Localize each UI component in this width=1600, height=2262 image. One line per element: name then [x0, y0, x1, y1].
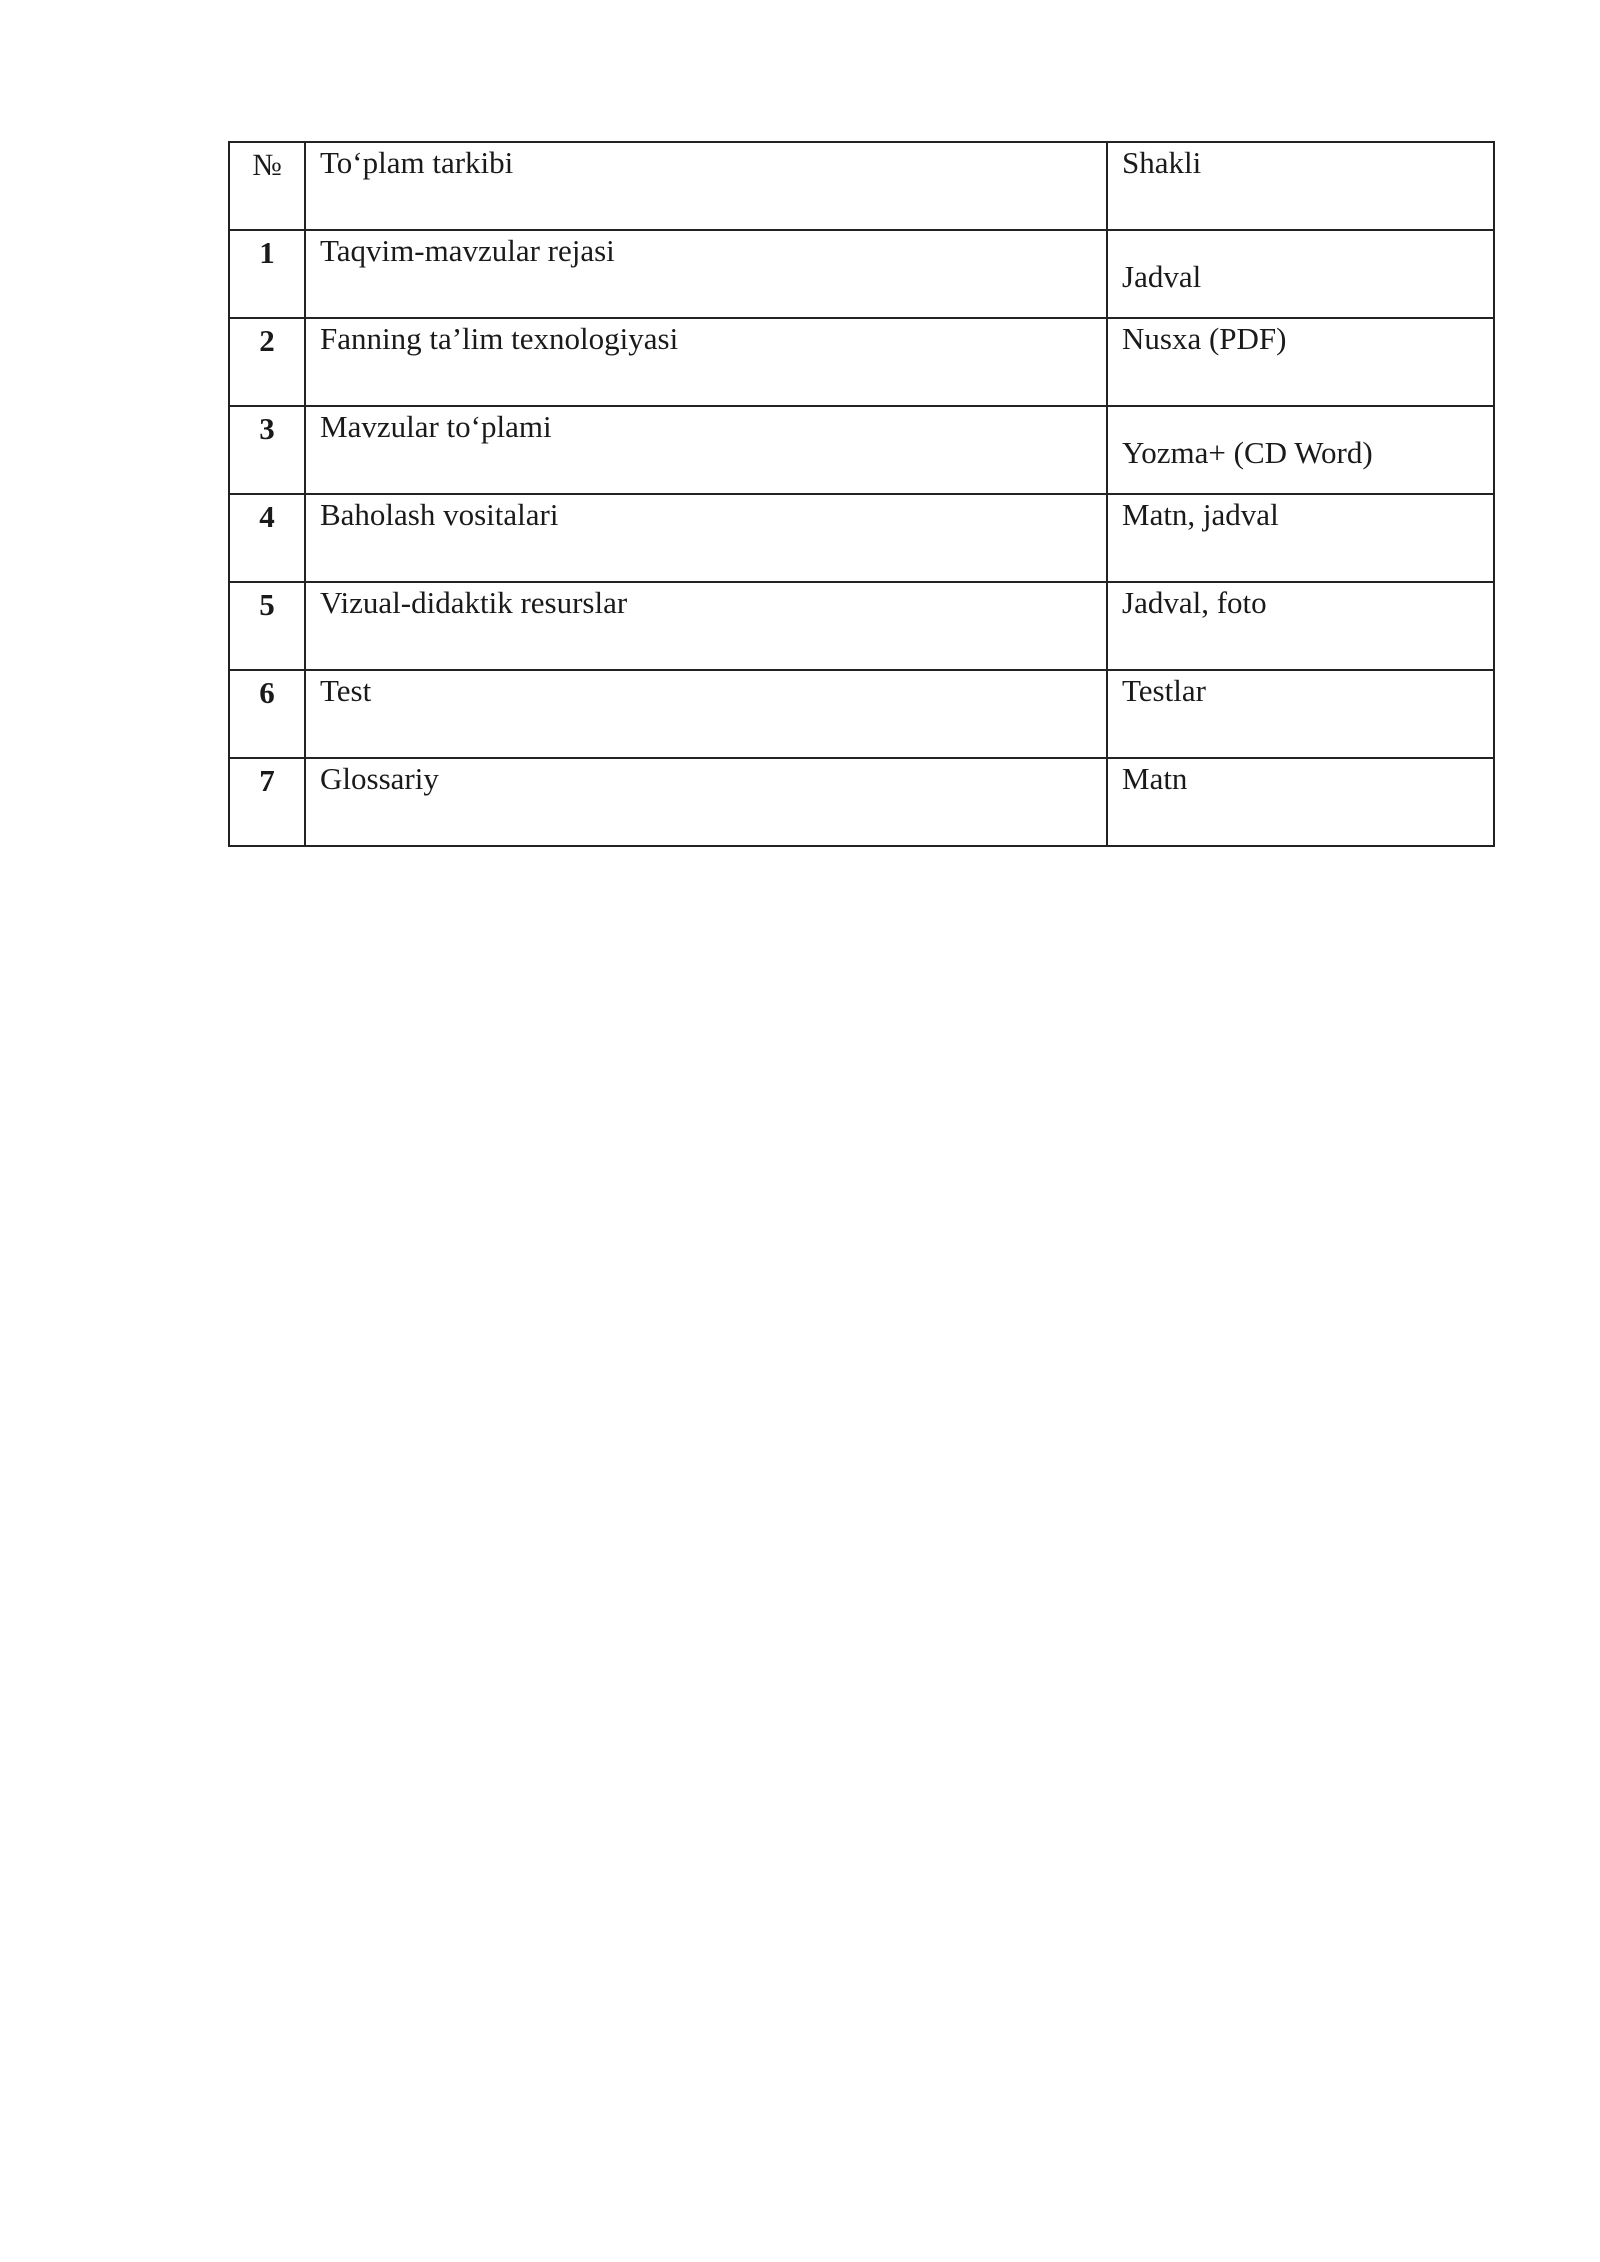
row-form: Matn, jadval [1122, 497, 1279, 532]
row-number-cell [229, 670, 305, 758]
table-header-row [229, 142, 1494, 230]
row-content: Vizual-didaktik resurslar [320, 585, 628, 620]
row-number-cell [229, 230, 305, 318]
row-number: 5 [259, 587, 275, 622]
row-form-cell [1107, 406, 1494, 494]
row-number-cell [229, 582, 305, 670]
row-number-cell [229, 494, 305, 582]
row-form: Matn [1122, 761, 1188, 796]
row-number: 6 [259, 675, 275, 710]
row-form-cell [1107, 758, 1494, 846]
row-content: Baholash vositalari [320, 497, 559, 532]
row-content-cell [305, 318, 1107, 406]
row-form-cell [1107, 230, 1494, 318]
header-number: № [252, 147, 282, 182]
table-row [229, 494, 1494, 582]
row-number: 2 [259, 323, 275, 358]
row-content: Mavzular to‘plami [320, 409, 552, 444]
table-row [229, 318, 1494, 406]
row-number: 7 [259, 763, 275, 798]
row-content-cell [305, 582, 1107, 670]
collection-table [228, 141, 1495, 847]
row-number-cell [229, 406, 305, 494]
row-form: Jadval [1122, 259, 1202, 294]
row-form-cell [1107, 494, 1494, 582]
row-content: Taqvim-mavzular rejasi [320, 233, 615, 268]
table-row [229, 406, 1494, 494]
table-row [229, 758, 1494, 846]
row-number-cell [229, 318, 305, 406]
row-form-cell [1107, 670, 1494, 758]
row-form: Jadval, foto [1122, 585, 1267, 620]
row-number-cell [229, 758, 305, 846]
header-content-cell [305, 142, 1107, 230]
row-form: Nusxa (PDF) [1122, 321, 1287, 356]
row-content: Fanning ta’lim texnologiyasi [320, 321, 679, 356]
row-content-cell [305, 230, 1107, 318]
row-content-cell [305, 494, 1107, 582]
table-row [229, 582, 1494, 670]
row-number: 4 [259, 499, 275, 534]
row-content-cell [305, 758, 1107, 846]
table-row [229, 230, 1494, 318]
row-content: Test [320, 673, 372, 708]
row-form-cell [1107, 318, 1494, 406]
row-content-cell [305, 406, 1107, 494]
header-number-cell [229, 142, 305, 230]
row-form-cell [1107, 582, 1494, 670]
table-row [229, 670, 1494, 758]
header-content: To‘plam tarkibi [320, 145, 514, 180]
header-form-cell [1107, 142, 1494, 230]
header-form: Shakli [1122, 145, 1202, 180]
row-content: Glossariy [320, 761, 439, 796]
row-form: Yozma+ (CD Word) [1122, 435, 1373, 470]
row-content-cell [305, 670, 1107, 758]
row-number: 1 [259, 235, 275, 270]
row-form: Testlar [1122, 673, 1206, 708]
row-number: 3 [259, 411, 275, 446]
